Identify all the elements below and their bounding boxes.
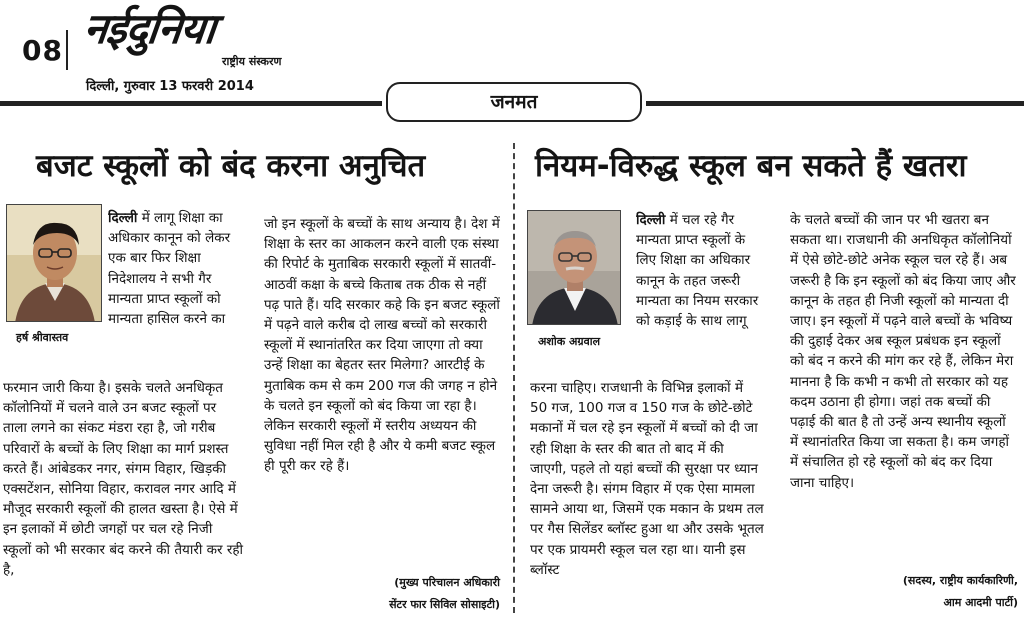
dateline: दिल्ली, गुरुवार 13 फरवरी 2014: [86, 79, 254, 94]
right-intro-text: [636, 210, 764, 380]
section-rule-right: [646, 101, 1024, 106]
author-name-left: हर्ष श्रीवास्तव: [16, 331, 69, 344]
column-divider: [513, 143, 515, 613]
author-photo-right: [527, 210, 621, 325]
left-headline: बजट स्कूलों को बंद करना अनुचित: [36, 148, 426, 184]
right-wrap-text: में चल रहे गैर मान्यता प्राप्त स्कूलों के लिए शिक्षा का अधिकार कानून के तहत जरूरी मान्यता का नियम सरकार को कड़ाई के साथ लागू: [636, 212, 759, 330]
right-column2-text: के चलते बच्चों की जान पर भी खतरा बन सकता था। राजधानी की अनधिकृत कॉलोनियों में ऐसे छोटे-छोटे अनेक स्कूल चल रहे हैं। अब जरूरी है कि इन स्कूलों को बंद किया जाए और कानून के तहत ही निजी स्कूलों को मान्यता दी जाए। इन स्कूलों में पढ़ने वाले बच्चों के भविष्य की दुहाई देकर अब स्कूल प्रबंधक इन स्कूलों को बंद न करने की मांग कर रहे हैं, लेकिन मेरा मानना है कि कभी न कभी तो सरकार को यह कदम उठाना ही होगा। जहां तक बच्चों की पढ़ाई की बात है तो उन्हें अन्य स्थानीय स्कूलों में स्थानांतरित किया जा सकता है। कम जगहों में संचालित हो रहे स्कूलों को बंद कर दिया जाना चाहिए।: [790, 212, 1016, 491]
left-wrap-text: में लागू शिक्षा का अधिकार कानून को लेकर एक बार फिर शिक्षा निदेशालय ने सभी गैर मान्यता प्राप्त स्कूलों को मान्यता हासिल करने का: [108, 210, 231, 328]
right-credit-line2: आम आदमी पार्टी): [943, 596, 1018, 609]
right-body-text: करना चाहिए। राजधानी के विभिन्न इलाकों में 50 गज, 100 गज व 150 गज के छोटे-छोटे मकानों में चल रहे इन स्कूलों में बच्चों को दी जा रही शिक्षा के स्तर की बात तो बाद में की जाएगी, पहले तो यहां बच्चों की सुरक्षा पर ध्यान देना जरूरी है। संगम विहार में एक ऐसा मामला सामने आया था, जिसमें एक मकान के प्रथम तल पर गैस सिलेंडर ब्लॉस्ट हुआ था और उसके भूतल पर एक प्रायमरी स्कूल चल रहा था। यानी इस ब्लॉस्ट: [530, 380, 764, 578]
section-rule-left: [0, 101, 382, 106]
left-credit-line1: (मुख्य परिचालन अधिकारी: [394, 576, 500, 589]
left-author-credit: [264, 572, 500, 616]
author-photo-left: [6, 204, 102, 322]
left-lead-word: दिल्ली: [108, 210, 138, 226]
right-author-credit: [790, 570, 1018, 614]
masthead-logo: नईदुनिया: [81, 4, 218, 53]
left-intro-text: [108, 208, 244, 378]
right-headline: नियम-विरुद्ध स्कूल बन सकते हैं खतरा: [535, 148, 967, 184]
left-credit-line2: सेंटर फार सिविल सोसाइटी): [389, 598, 500, 611]
left-column2-text: जो इन स्कूलों के बच्चों के साथ अन्याय है। देश में शिक्षा के स्तर का आकलन करने वाली एक संस्था की रिपोर्ट के मुताबिक सरकारी स्कूलों में सातवीं-आठवीं कक्षा के बच्चे किताब तक ठीक से नहीं पढ़ पाते हैं। यदि सरकार कहे कि इन बजट स्कूलों में पढ़ने वाले करीब दो लाख बच्चों को सरकारी स्कूलों में स्थानांतरित कर दिया जाएगा तो क्या उन्हें शिक्षा का बेहतर स्तर मिलेगा? आरटीई के मुताबिक कम से कम 200 गज की जगह न होने के चलते इन स्कूलों को बंद किया जा रहा है। लेकिन सरकारी स्कूलों में स्तरीय अध्ययन की सुविधा नहीं मिल रही है और ये कमी बजट स्कूल ही पूरी कर रहे हैं।: [264, 216, 500, 475]
page-number: 08: [22, 34, 63, 67]
left-body-text: फरमान जारी किया है। इसके चलते अनधिकृत कॉलोनियों में चलने वाले उन बजट स्कूलों पर ताला लगने का संकट मंडरा रहा है, जो गरीब परिवारों के बच्चों के लिए शिक्षा का मार्ग प्रशस्त करते हैं। आंबेडकर नगर, संगम विहार, खिड़की एक्सटेंशन, सोनिया विहार, करावल नगर आदि में मौजूद सरकारी स्कूलों की हालत खस्ता है। ऐसे में इन इलाकों में छोटी जगहों पर चल रहे निजी स्कूलों को भी सरकार बंद करने की तैयारी कर रही है,: [3, 380, 244, 578]
right-credit-line1: (सदस्य, राष्ट्रीय कार्यकारिणी,: [902, 574, 1018, 587]
edition-label: राष्ट्रीय संस्करण: [222, 55, 282, 68]
author-name-right: अशोक अग्रवाल: [538, 335, 601, 348]
section-label: जनमत: [386, 82, 642, 122]
header-divider: [66, 30, 68, 70]
right-lead-word: दिल्ली: [636, 212, 666, 228]
